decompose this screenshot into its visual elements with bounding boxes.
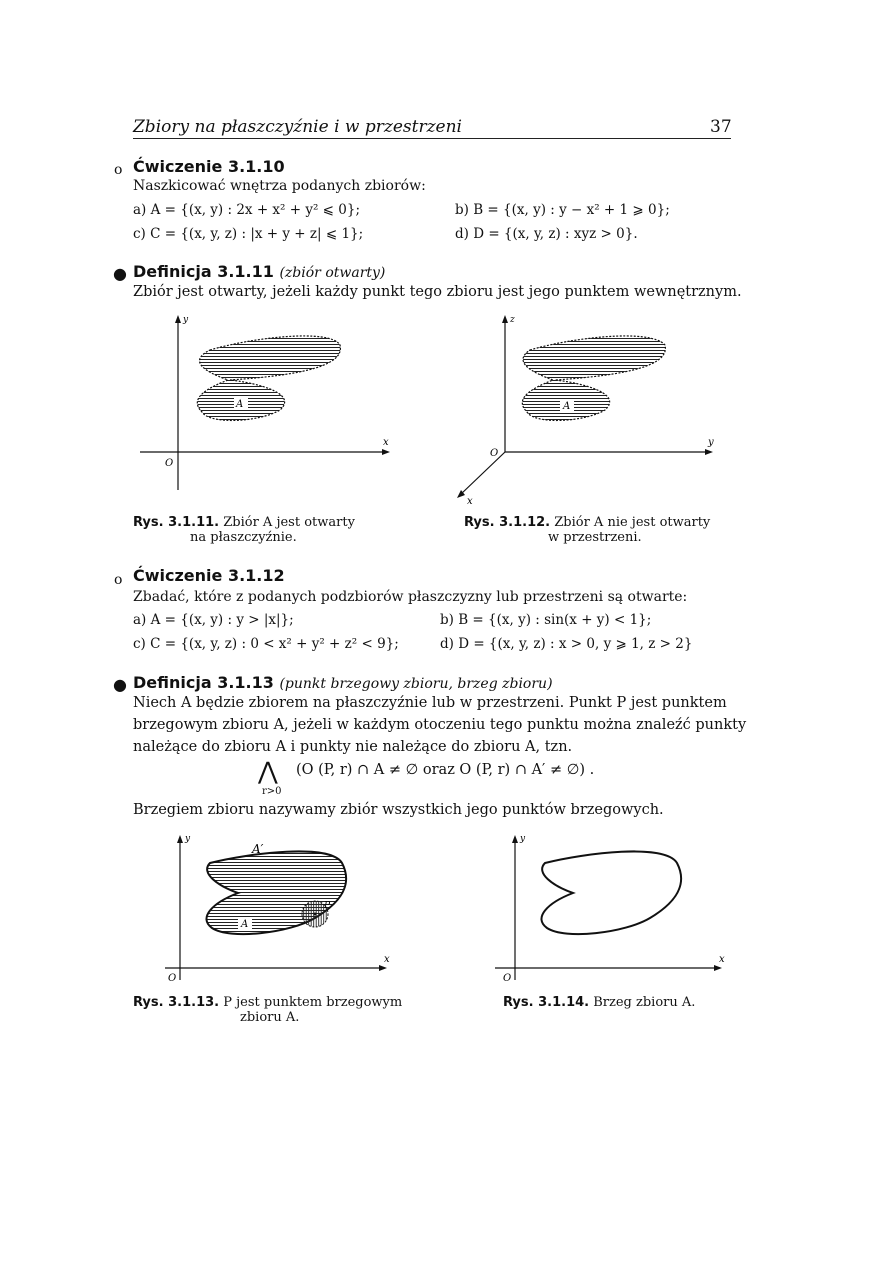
definition-3-1-13-line2: brzegowym zbioru A, jeżeli w każdym otoczeniu tego punktu można znaleźć punkty	[133, 717, 747, 733]
label-x: x	[383, 437, 389, 448]
label-y: y	[185, 834, 191, 844]
label-p: P	[324, 901, 331, 911]
x-axis-arrow-icon	[714, 965, 722, 971]
label-y: y	[708, 437, 714, 448]
exercise-3-1-10-title: Ćwiczenie 3.1.10	[133, 157, 285, 176]
figure-3-1-13	[150, 828, 395, 993]
caption-3-1-12-line1: Rys. 3.1.12. Zbiór A nie jest otwarty	[464, 515, 711, 530]
y-axis-arrow-icon	[512, 835, 518, 843]
label-z: z	[510, 315, 515, 325]
exercise-3-1-12-b: b) B = {(x, y) : sin(x + y) < 1};	[440, 612, 652, 628]
boundary-formula: (O (P, r) ∩ A ≠ ∅ oraz O (P, r) ∩ A′ ≠ ∅) .	[296, 762, 595, 778]
exercise-3-1-12-d: d) D = {(x, y, z) : x > 0, y ⩾ 1, z > 2}	[440, 636, 693, 652]
label-origin: O	[503, 973, 512, 984]
definition-3-1-11-text: Zbiór jest otwarty, jeżeli każdy punkt tego zbioru jest jego punktem wewnętrznym.	[133, 284, 742, 300]
point-p	[314, 913, 317, 916]
label-y: y	[183, 315, 189, 325]
exercise-3-1-10-a: a) A = {(x, y) : 2x + x² + y² ⩽ 0};	[133, 202, 361, 218]
definition-3-1-13-line3: należące do zbioru A i punkty nie należące do zbioru A, tzn.	[133, 739, 573, 755]
exercise-3-1-10-d: d) D = {(x, y, z) : xyz > 0}.	[455, 226, 638, 242]
label-a-prime: A′	[252, 842, 264, 856]
label-a: A	[236, 399, 244, 410]
label-origin: O	[165, 458, 174, 469]
big-wedge-symbol: ⋀	[258, 757, 278, 785]
figure-3-1-12	[450, 310, 725, 515]
label-a: A	[241, 919, 249, 930]
definition-3-1-13-title: Definicja 3.1.13 (punkt brzegowy zbioru, brzeg zbioru)	[133, 673, 553, 692]
label-y: y	[520, 834, 526, 844]
definition-marker-icon: ●	[113, 264, 127, 283]
exercise-3-1-12-c: c) C = {(x, y, z) : 0 < x² + y² + z² < 9};	[133, 636, 399, 652]
caption-3-1-12-line2: w przestrzeni.	[548, 530, 642, 545]
definition-3-1-13-after: Brzegiem zbioru nazywamy zbiór wszystkich jego punktów brzegowych.	[133, 802, 664, 818]
exercise-marker-icon: o	[114, 572, 123, 588]
definition-marker-icon: ●	[113, 675, 127, 694]
exercise-3-1-10-c: c) C = {(x, y, z) : |x + y + z| ⩽ 1};	[133, 226, 364, 242]
z-axis-arrow-icon	[502, 315, 508, 323]
exercise-3-1-10-b: b) B = {(x, y) : y − x² + 1 ⩾ 0};	[455, 202, 670, 218]
x-axis-3d	[460, 452, 505, 495]
x-axis-arrow-icon	[382, 449, 390, 455]
caption-3-1-14: Rys. 3.1.14. Brzeg zbioru A.	[503, 995, 696, 1010]
caption-3-1-11-line2: na płaszczyźnie.	[190, 530, 297, 545]
y-axis-3d-arrow-icon	[705, 449, 713, 455]
x-axis-arrow-icon	[379, 965, 387, 971]
label-origin: O	[168, 973, 177, 984]
label-a: A	[563, 401, 571, 412]
open-set-a	[197, 336, 340, 421]
caption-3-1-13-line2: zbioru A.	[240, 1010, 300, 1025]
non-open-set-a	[522, 336, 665, 421]
label-x: x	[384, 954, 390, 965]
exercise-marker-icon: o	[114, 162, 123, 178]
header-rule	[133, 138, 731, 139]
running-header-title: Zbiory na płaszczyźnie i w przestrzeni	[133, 117, 462, 137]
page-number: 37	[710, 117, 732, 137]
exercise-3-1-12-intro: Zbadać, które z podanych podzbiorów płaszczyzny lub przestrzeni są otwarte:	[133, 589, 688, 605]
label-origin: O	[490, 448, 499, 459]
formula-subscript: r>0	[262, 786, 282, 797]
caption-3-1-11-line1: Rys. 3.1.11. Zbiór A jest otwarty	[133, 515, 355, 530]
label-x: x	[719, 954, 725, 965]
definition-3-1-13-line1: Niech A będzie zbiorem na płaszczyźnie lub w przestrzeni. Punkt P jest punktem	[133, 695, 727, 711]
y-axis-arrow-icon	[175, 315, 181, 323]
figure-3-1-14	[485, 828, 730, 993]
caption-3-1-13-line1: Rys. 3.1.13. P jest punktem brzegowym	[133, 995, 403, 1010]
exercise-3-1-10-intro: Naszkicować wnętrza podanych zbiorów:	[133, 178, 426, 194]
y-axis-arrow-icon	[177, 835, 183, 843]
exercise-3-1-12-a: a) A = {(x, y) : y > |x|};	[133, 612, 294, 628]
definition-3-1-11-title: Definicja 3.1.11 (zbiór otwarty)	[133, 262, 386, 281]
boundary-of-a	[541, 851, 681, 934]
figure-3-1-11	[130, 310, 400, 515]
label-x: x	[467, 496, 473, 507]
exercise-3-1-12-title: Ćwiczenie 3.1.12	[133, 566, 285, 585]
